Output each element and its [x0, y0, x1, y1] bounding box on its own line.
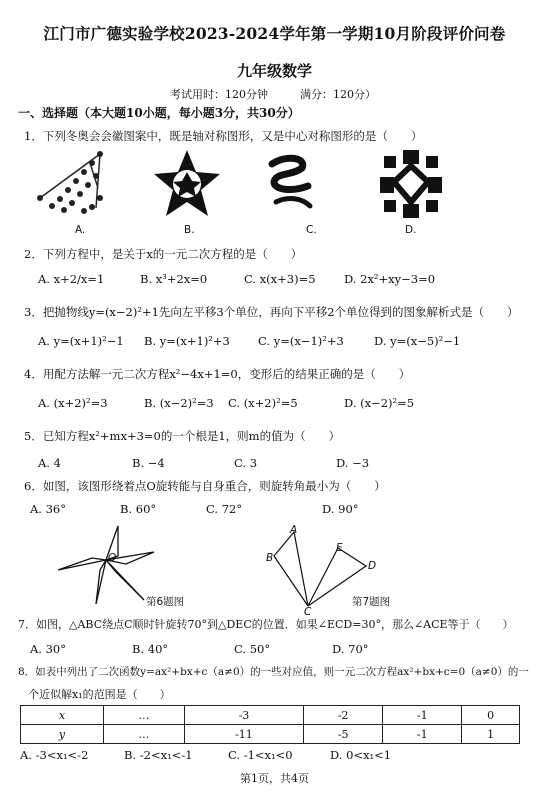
q6-option-b: B. 60°: [120, 502, 157, 516]
q4-option-b: B. (x−2)²=3: [144, 396, 214, 410]
q7-option-a: A. 30°: [30, 642, 66, 656]
q7-option-d: D. 70°: [332, 642, 369, 656]
full-score: 满分：120分）: [300, 88, 376, 101]
q7-point-b: B: [266, 552, 274, 564]
table-cell: …: [104, 725, 185, 744]
emblem-c: [262, 150, 322, 216]
q2-option-c: C. x(x+3)=5: [244, 272, 316, 286]
q7-fig-caption: 第7题图: [352, 596, 391, 608]
question-6: 6．如图，该图形绕着点O旋转能与自身重合，则旋转角最小为（ ）: [24, 479, 386, 493]
q5-option-a: A. 4: [38, 456, 61, 470]
table-cell: -1: [383, 706, 462, 725]
q6-fig-caption: 第6题图: [146, 596, 185, 608]
q3-option-a: A. y=(x+1)²−1: [38, 334, 124, 348]
value-table: [20, 705, 520, 744]
q7-option-b: B. 40°: [132, 642, 169, 656]
page-title: 江门市广德实验学校2023-2024学年第一学期10月阶段评价问卷: [43, 24, 506, 43]
q3-option-c: C. y=(x−1)²+3: [258, 334, 344, 348]
question-8: 8．如表中列出了二次函数y=ax²+bx+c（a≠0）的一些对应值，则一元二次方程ax²+bx+c=0（a≠0）的一: [18, 666, 529, 678]
q7-point-a: A: [290, 524, 298, 536]
q8-option-a: A. -3<x₁<-2: [20, 748, 89, 762]
q1-label-c: C.: [306, 224, 317, 236]
q1-label-a: A.: [75, 224, 86, 236]
q2-option-a: A. x+2/x=1: [38, 272, 105, 286]
q6-option-d: D. 90°: [322, 502, 359, 516]
q6-option-c: C. 72°: [206, 502, 243, 516]
q4-option-a: A. (x+2)²=3: [38, 396, 108, 410]
emblem-a: [30, 148, 110, 218]
page-subtitle: 九年级数学: [236, 62, 312, 80]
table-row: [21, 706, 520, 725]
emblem-b: [152, 148, 222, 220]
table-cell: …: [104, 706, 185, 725]
table-cell: y: [21, 725, 104, 744]
q3-option-d: D. y=(x−5)²−1: [374, 334, 461, 348]
q4-option-d: D. (x−2)²=5: [344, 396, 415, 410]
q4-option-c: C. (x+2)²=5: [228, 396, 298, 410]
table-cell: -5: [304, 725, 383, 744]
q3-option-b: B. y=(x+1)²+3: [144, 334, 230, 348]
q7-point-e: E: [336, 542, 343, 554]
table-cell: -2: [304, 706, 383, 725]
section-heading: 一、选择题（本大题10小题，每小题3分，共30分）: [18, 106, 300, 120]
q5-option-c: C. 3: [234, 456, 258, 470]
q5-option-b: B. −4: [132, 456, 165, 470]
page-footer: 第1页，共4页: [240, 772, 309, 785]
table-cell: -3: [184, 706, 303, 725]
question-5: 5．已知方程x²+mx+3=0的一个根是1，则m的值为（ ）: [24, 429, 341, 443]
question-3: 3．把抛物线y=(x−2)²+1先向左平移3个单位，再向下平移2个单位得到的图象解析式是（ ）: [24, 305, 519, 319]
q1-label-d: D.: [405, 224, 417, 236]
table-cell: x: [21, 706, 104, 725]
q6-point-o: O: [108, 552, 117, 564]
table-row: [21, 725, 520, 744]
question-2: 2．下列方程中，是关于x的一元二次方程的是（ ）: [24, 247, 303, 261]
q7-option-c: C. 50°: [234, 642, 271, 656]
q8-option-d: D. 0<x₁<1: [330, 748, 392, 762]
q5-option-d: D. −3: [336, 456, 370, 470]
q2-option-b: B. x³+2x=0: [140, 272, 208, 286]
q8-option-c: C. -1<x₁<0: [228, 748, 293, 762]
question-1: 1．下列冬奥会会徽图案中，既是轴对称图形，又是中心对称图形的是（ ）: [24, 129, 423, 143]
table-cell: 1: [462, 725, 520, 744]
q7-point-d: D: [368, 560, 377, 572]
q7-point-c: C: [304, 606, 312, 618]
q2-option-d: D. 2x²+xy−3=0: [344, 272, 436, 286]
exam-time: 考试用时：120分钟: [170, 88, 268, 101]
table-cell: -11: [184, 725, 303, 744]
question-8-line-2: 个近似解x₁的范围是（ ）: [28, 688, 171, 701]
q6-option-a: A. 36°: [30, 502, 66, 516]
question-7: 7．如图，△ABC绕点C顺时针旋转70°到△DEC的位置．如果∠ECD=30°，那么∠ACE等于（ ）: [18, 618, 514, 631]
table-cell: 0: [462, 706, 520, 725]
q8-option-b: B. -2<x₁<-1: [124, 748, 193, 762]
emblem-d: [378, 148, 444, 220]
question-4: 4．用配方法解一元二次方程x²−4x+1=0，变形后的结果正确的是（ ）: [24, 367, 411, 381]
q1-label-b: B.: [184, 224, 195, 236]
table-cell: -1: [383, 725, 462, 744]
